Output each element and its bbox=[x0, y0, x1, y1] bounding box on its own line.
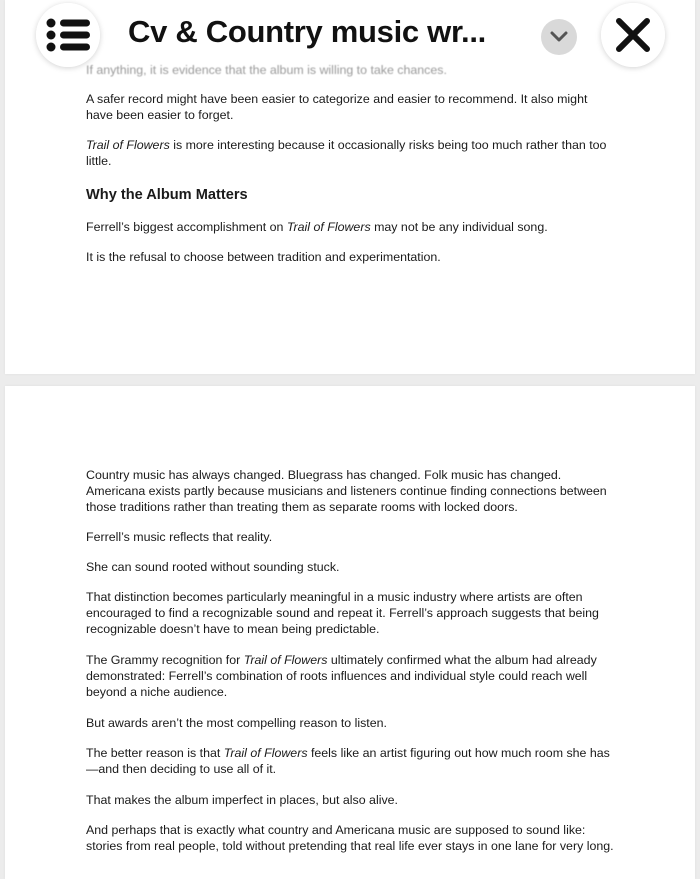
section-heading: Why the Album Matters bbox=[86, 187, 248, 203]
paragraph: Ferrell’s biggest accomplishment on Trail of Flowers may not be any individual song. bbox=[86, 220, 548, 234]
paragraph: And perhaps that is exactly what country and Americana music are supposed to sound like: stories from real people, told without pretending that real life ever stays in one lane for very long. bbox=[86, 823, 614, 853]
paragraph: Ferrell’s music reflects that reality. bbox=[86, 530, 273, 544]
document-page-1 bbox=[5, 0, 695, 374]
paragraph: The Grammy recognition for Trail of Flowers ultimately confirmed what the album had already demonstrated: Ferrell’s combination of roots influences and individual style could reach well beyond a niche audience. bbox=[86, 653, 597, 699]
close-icon bbox=[615, 17, 651, 53]
paragraph: It is the refusal to choose between tradition and experimentation. bbox=[86, 250, 441, 264]
faded-paragraph: If anything, it is evidence that the album is willing to take chances. bbox=[86, 63, 447, 77]
title-dropdown-button[interactable] bbox=[541, 19, 577, 55]
paragraph: A safer record might have been easier to categorize and easier to recommend. It also might have been easier to forget. bbox=[86, 92, 588, 122]
document-page-2 bbox=[5, 386, 695, 879]
paragraph: That makes the album imperfect in places, but also alive. bbox=[86, 793, 398, 807]
paragraph: She can sound rooted without sounding stuck. bbox=[86, 560, 340, 574]
close-button[interactable] bbox=[601, 3, 665, 67]
chevron-down-icon bbox=[550, 31, 568, 43]
paragraph: Trail of Flowers is more interesting because it occasionally risks being too much rather than too little. bbox=[86, 138, 607, 168]
album-title: Trail of Flowers bbox=[223, 746, 308, 760]
paragraph: The better reason is that Trail of Flowers feels like an artist figuring out how much room she has—and then deciding to use all of it. bbox=[86, 746, 610, 776]
document-title: Cv & Country music wr... bbox=[128, 14, 486, 49]
album-title: Trail of Flowers bbox=[86, 138, 170, 152]
album-title: Trail of Flowers bbox=[243, 653, 328, 667]
paragraph: But awards aren’t the most compelling reason to listen. bbox=[86, 716, 387, 730]
list-icon bbox=[43, 15, 93, 55]
paragraph: That distinction becomes particularly meaningful in a music industry where artists are often encouraged to find a recognizable sound and repeat it. Ferrell’s approach suggests that being recognizable doesn’t have to mean being predictable. bbox=[86, 590, 599, 636]
paragraph: Country music has always changed. Bluegrass has changed. Folk music has changed. Americana exists partly because musicians and listeners continue finding connections between those traditions rather than treating them as separate rooms with locked doors. bbox=[86, 468, 607, 514]
album-title: Trail of Flowers bbox=[286, 220, 371, 234]
menu-button[interactable] bbox=[36, 3, 100, 67]
